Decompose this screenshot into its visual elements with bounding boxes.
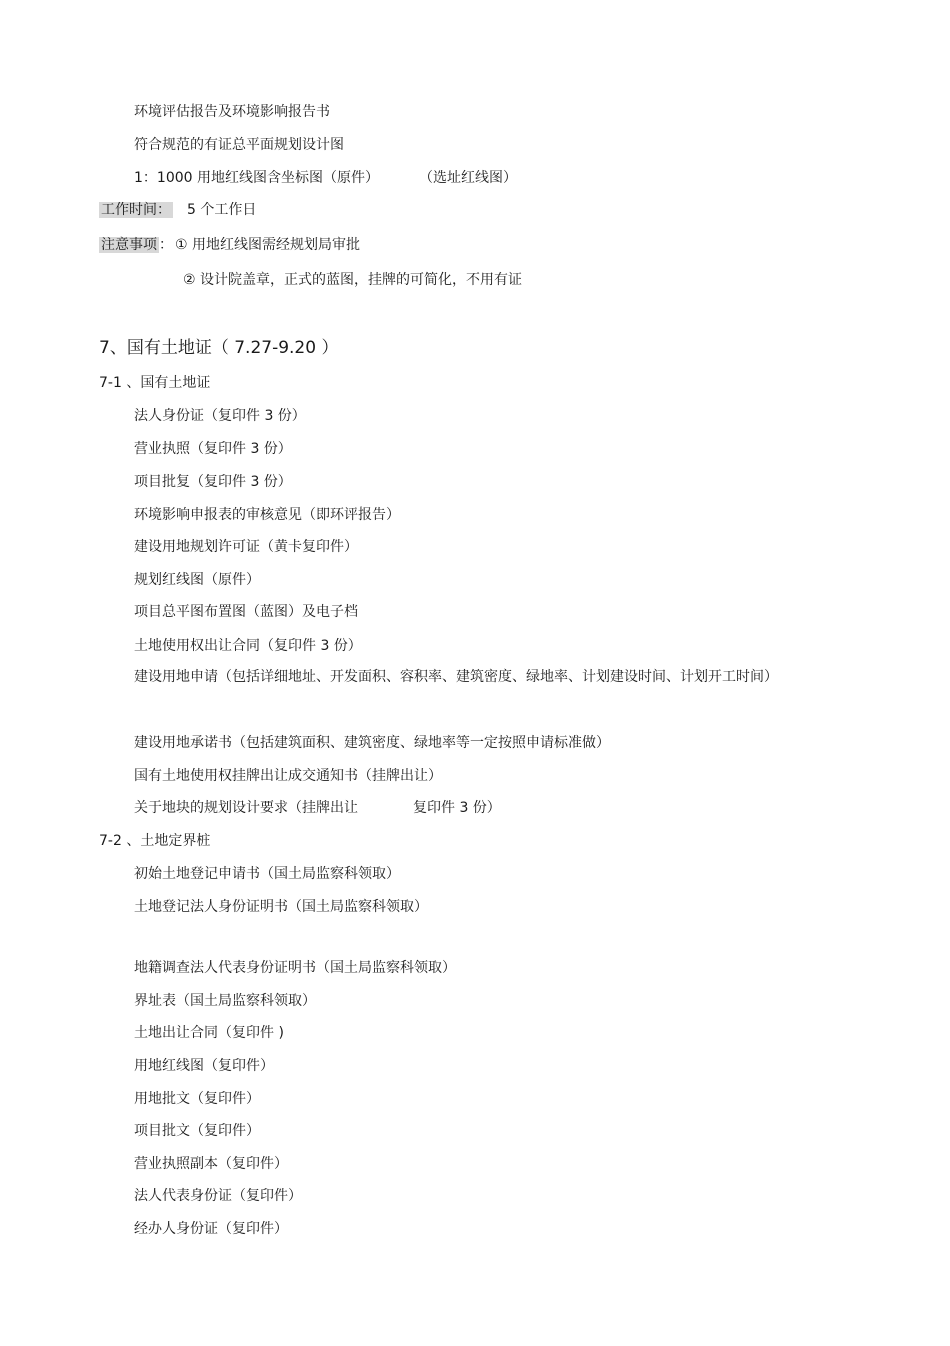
list-item-part: 关于地块的规划设计要求（挂牌出让 [134,800,358,816]
subsection-7-1-title: 7-1 、国有土地证 [99,375,211,391]
work-time-line [99,200,256,220]
list-item: 项目批文（复印件） [134,1123,260,1139]
list-item: 用地批文（复印件） [134,1091,260,1107]
list-item: 地籍调查法人代表身份证明书（国土局监察科领取） [134,960,456,976]
section-7-title: 7、国有土地证（ 7.27-9.20 ） [99,338,339,358]
list-item [134,798,501,818]
list-item: 用地红线图（复印件） [134,1058,274,1074]
note-item-1: ① 用地红线图需经规划局审批 [175,237,361,253]
map-item-main: 1：1000 用地红线图含坐标图（原件） [134,170,379,186]
list-item: 法人代表身份证（复印件） [134,1188,302,1204]
list-item-long: 建设用地申请（包括详细地址、开发面积、容积率、建筑密度、绿地率、计划建设时间、计划开工时间） [134,669,778,685]
subsection-7-2-title: 7-2 、土地定界桩 [99,833,211,849]
list-item: 规划红线图（原件） [134,572,260,588]
map-item-note: （选址红线图） [419,170,517,186]
work-time-label: 工作时间： [101,202,171,218]
work-time-value: 5 个工作日 [187,202,257,218]
list-item: 环境影响申报表的审核意见（即环评报告） [134,507,400,523]
notes-label: 注意事项 [101,237,157,253]
notes-colon: ： [159,237,173,253]
list-item: 土地出让合同（复印件 ) [134,1025,284,1041]
list-item: 土地登记法人身份证明书（国土局监察科领取） [134,899,428,915]
list-item: 经办人身份证（复印件） [134,1221,288,1237]
list-item: 营业执照（复印件 3 份） [134,441,292,457]
list-item: 土地使用权出让合同（复印件 3 份） [134,638,362,654]
list-item: 建设用地承诺书（包括建筑面积、建筑密度、绿地率等一定按照申请标准做） [134,735,610,751]
list-item: 项目批复（复印件 3 份） [134,474,292,490]
list-item: 初始土地登记申请书（国土局监察科领取） [134,866,400,882]
list-item: 营业执照副本（复印件） [134,1156,288,1172]
note-item-2: ② 设计院盖章，正式的蓝图，挂牌的可简化，不用有证 [183,272,522,288]
list-item: 建设用地规划许可证（黄卡复印件） [134,539,358,555]
doc-line: 符合规范的有证总平面规划设计图 [134,137,344,153]
list-item: 国有土地使用权挂牌出让成交通知书（挂牌出让） [134,768,442,784]
list-item-part: 复印件 3 份） [413,800,501,816]
list-item: 法人身份证（复印件 3 份） [134,408,306,424]
list-item: 界址表（国土局监察科领取） [134,993,316,1009]
list-item: 项目总平图布置图（蓝图）及电子档 [134,604,358,620]
doc-line [134,168,517,188]
notes-line [99,235,360,255]
doc-line: 环境评估报告及环境影响报告书 [134,104,330,120]
